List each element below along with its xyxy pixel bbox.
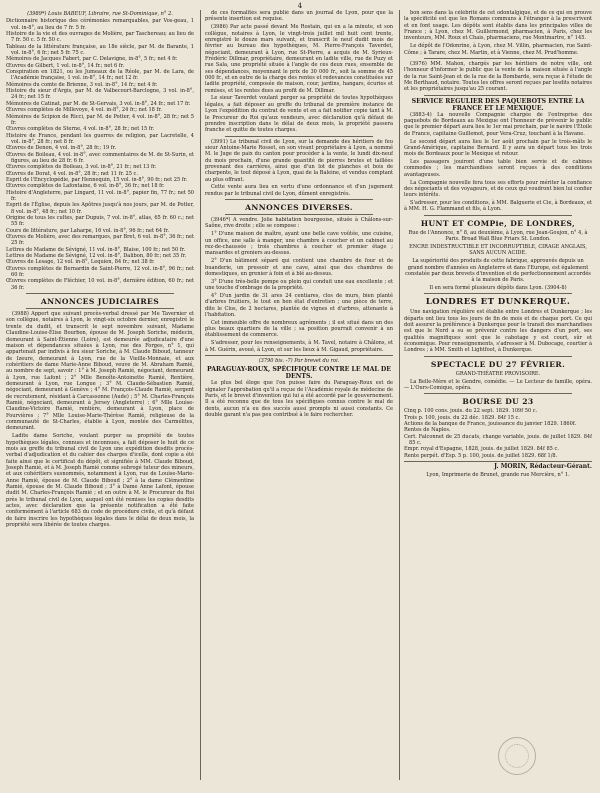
hunt-paragraph: ENCRE INDESTRUCTIBLE ET INCORRUPTIBLE, CIRAGE ANGLAIS, SANS AUCUN ACIDE.	[409, 243, 587, 257]
londres-dunkerque-title: LONDRES ET DUNKERQUE.	[425, 297, 571, 308]
column-rule-1	[200, 10, 201, 780]
catalogue-entry: Œuvres de Lesage, 12 vol. in-8°, Lequien, 84 fr.; net 38 fr.	[6, 259, 155, 266]
paragraph: bon sens dans la célébrité de cet odontalgique, et de ce qui en prouve la spécificité est que les Romans communs à l'étranger à la prescrivent et en font usage. Les dépôts sont établis dans les principales villes de France ; à Lyon, chez M. Guillermond, pharmacien, à Paris, chez les inventeurs, MM. Roux et Chais, pharmaciens, rue Montmartre, n° 145.	[404, 10, 592, 42]
notice-sale-cont: Cette vente aura lieu en vertu d'une ordonnance et d'un jugement rendus par le tribunal civil de Lyon, dûment enregistrés.	[205, 184, 393, 197]
column-3	[404, 10, 592, 782]
bourse-line: Actions de la banque de France, jouissance du janvier 1829. 1860f.	[404, 421, 577, 427]
column-2	[205, 10, 393, 782]
catalogue-entry: Lettres de Madame de Sévigné, 12 vol. in-8°, Dalibon, 80 fr.; net 35 fr.	[6, 253, 187, 260]
misc-paragraph: S'adresser, pour les renseignements, à M. Tavel, notaire à Châlons, et à M. Guérin, avoué, à Lyon, et sur les lieux à M. Gigaud, propriétaire.	[205, 340, 393, 353]
catalogue-entry: Mémoires de Catinat, par M. de St-Gervais, 3 vol. in-8°, 24 fr.; net 17 fr.	[6, 100, 191, 107]
bourse-line: Rentes de Naples.	[404, 427, 451, 434]
bourse-line: Rente perpét. d'Esp. 5 p. 100, jouis. de juillet 1829. 68f 1/8.	[404, 452, 558, 459]
divider	[225, 214, 373, 215]
catalogue-entry: Conspiration en 1821, ou les Jumeaux de la Réole, par M. de Lara, de l'Académie française, 1 vol. in-8°, 14 fr.; net 12 fr.	[6, 69, 194, 82]
paquebots-paragraph: S'adresser, pour les conditions, à MM. Balguerie et Cie, à Bordeaux, et à MM. H. G. Flammand et fils, à Lyon.	[404, 200, 592, 213]
hunt-paragraph: La supériorité des produits de cette fabrique, approuvés depuis un grand nombre d'années en Angleterre et dans l'Europe, est également constatée par deux brevets d'invention et de perfectionnement accordés à la maison de Paris.	[405, 258, 591, 284]
catalogue-entry: Œuvres de Denon, 4 vol. in-8°, 28 fr.; 19 fr.	[6, 145, 117, 152]
paraguay-roux-text: Le plus bel éloge que l'on puisse faire du Paraguay-Roux est de signaler l'approbation qu'il a reçue de l'Académie royale de médecine de Paris, et le brevet d'invention qui lui a été accordé par le gouvernement. Il a été reconnu que de tous les spécifiques connus contre le mal de dents, aucun n'a eu des succès aussi prompts ni aussi constants. Ce double garant n'a pas peu contribué à le faire rechercher.	[205, 380, 393, 419]
paquebots-title: SERVICE REGULIER DES PAQUEBOTS ENTRE LA FRANCE ET LE MEXIQUE.	[411, 97, 585, 112]
catalogue-entry: Histoire d'Angleterre, par Lingard, 11 vol. in-8°, papier fin, 77 fr.; net 50 fr.	[6, 189, 194, 202]
misc-announcements	[205, 217, 393, 353]
catalogue-entry: Dictionnaire historique des cérémonies remarquables, par Vos-geau, 1 vol. in-8°, au lieu de 7 fr. 5 fr.	[6, 18, 194, 31]
column-2-continued	[205, 10, 393, 134]
column-1	[6, 10, 194, 782]
catalogue-entry: Œuvres complètes de Lafontaine, 6 vol. in-8°, 36 fr.; net 18 fr.	[6, 183, 165, 190]
catalogue-entry: Cours de littérature, par Laharpe, 16 vol. in-8°, 96 fr.; net 64 fr.	[6, 227, 170, 234]
bourse-line: Cinq p. 100 cons. jouis. du 22 sept. 1829. 109f 50 c.	[404, 408, 538, 415]
misc-paragraph: 4° D'un jardin de 31 ares 24 centiares, clos de murs, bien planté d'arbres fruitiers, le tout en bon état d'entretien ; une pièce de terre, dite le Clos, de 2 hectares, plantée de vignes et d'arbres, attenante à l'habitation.	[205, 292, 393, 318]
notice-sale: (3991) Le tribunal civil de Lyon, sur la demande des héritiers de feu sieur Antoine-Marie Rosset, en son vivant propriétaire à Lyon, a nommé M. le Juge de paix du canton pour procéder à la vente, le lundi dix-neuf du mois prochain, d'une grande quantité de pierres brutes et taillées provenant des carrières, ainsi que d'un lot de planches et bois de charpente, le tout déposé à Lyon, quai de la Baleine, et vendus comptant au plus offrant.	[205, 138, 393, 183]
divider	[205, 355, 393, 356]
catalogue-entry: Histoire du sieur d'Argis, par M. de Valbecourt-Barclogne, 3 vol. in-8°, 24 fr.; net 15 fr.	[6, 88, 194, 101]
divider	[424, 356, 572, 357]
hunt-paragraph: Il en sera formé plusieurs dépôts dans Lyon. (3904-8)	[429, 285, 567, 292]
catalogue-entry: Mémoires de Jacques Fabert, par C. Delavigne, in-8°, 5 fr.; net 4 fr.	[6, 56, 178, 63]
spectacle-subtitle: GRAND-THÉATRE PROVISOIRE.	[455, 370, 541, 377]
paquebots-text	[404, 112, 592, 213]
spectacle-title: SPECTACLE DU 27 FÉVRIER.	[430, 359, 566, 369]
paragraph: Le dépôt de l'Odonrine, à Lyon, chez M. Villin, pharmacien, rue Saint-Côme ; à Tarare, chez M. Martin, et à Vienne, chez M. Prud'homme.	[404, 43, 592, 56]
divider	[424, 293, 572, 294]
catalogue-entry: Origine de tous les cultes, par Dupuis, 7 vol. in-8°, atlas, 65 fr. 60 c.; net 55 fr.	[6, 215, 194, 228]
hunt-paragraph: Rue de l'Annonce, n° 8, au deuxième, à Lyon, rue Jean-Goujon, n° 4, à Paris. Broad Wall Blue Friars St. London.	[408, 229, 588, 243]
judicial-announcements	[6, 311, 194, 528]
catalogue-entry: Esprit de l'Église, depuis les Apôtres jusqu'à nos jours, par M. de Potter, 8 vol. in-8°, 48 fr.; net 10 fr.	[6, 202, 194, 215]
catalogue-entry: Œuvres complètes de Millevoye, 4 vol. in-8°, 24 fr.; net 18 fr.	[6, 107, 162, 114]
catalogue-entry: Œuvres complètes de Boileau, 3 vol. in-8°, 21 fr.; net 13 fr.	[6, 164, 157, 171]
catalogue-entry: Œuvres complètes de Bernardin de Saint-Pierre, 12 vol. in-8°, 96 fr.; net 60 fr.	[6, 265, 194, 279]
divider	[225, 199, 373, 200]
misc-paragraph: 1° D'une maison de maître, ayant une belle cave voûtée, une cuisine, un office, une salle à manger, une chambre à coucher et un cabinet au rez-de-chaussée ; trois chambres à coucher et premier étage ; mansardes et greniers au-dessus.	[205, 231, 393, 257]
judicial-paragraph: (3988) Appert que suivant procès-verbal dressé par Me Tavernier et son collègue, notaires à Lyon, le vingt-six octobre dernier, enregistré le trente du dudit, et transcrit le sept novembre suivant, Madame Claudine-Louise-Élise Bourbon, épouse de M. Joseph Soriche, médecin, demeurant à Saint-Étienne (Loire), est demeurée adjudicataire d'une maison et dépendances situées à Lyon, rue des Forges, n° 1, qui appartenait par indivis à feu sieur Soriche, à M. Claude Biboud, tanneur de Izeure, demeurant à Lyon, rue de la Vieille-Monnaie, et aux cohéritiers de dame Marie-Anne Biboud, veuve de M. Abraham Ramié, au nombre de sept, savoir : 1° à M. Joseph Ramié, négociant, demeurant à Lyon, rue Lafont ; 2° Mlle Benoîte-Antoinette Ramié, Rentière, demeurant à Lyon, rue Longue ; 3° M. Claude-Sébastien Ramié, négociant, demeurant à Genève ; 4° M. François-Claude Ramié, sergent de recrutement, résidant à Carcassonne (Aude) ; 5° M. Charles-François Ramié, négociant, demeurant à Jersey (Angleterre) ; 6° Mlle Louise-Claudine-Victoire Ramié, rentière, demeurant à Lyon, place de Fourvières ; 7° Mlle Louise-Marie-Thérèse Ramié, religieuse de la communauté de St-Charles, établie à Lyon, montée des Carmélites, demeurant.	[6, 311, 194, 432]
misc-paragraph: 3° D'une très-belle pompe ou plein qui conduit une eau excellente ; et une touche d'ombrage de la propriété.	[205, 278, 393, 292]
spectacle-text: La Belle-Mère et le Gendre, comédie. — Le Lecteur de famille, opéra. — L'Ours-Comique, opéra.	[404, 378, 592, 391]
paquebots-paragraph: (3883-4) La nouvelle Compagnie chargée de l'entreprise des paquebots de Bordeaux au Mexique ont l'honneur de prévenir le public que le premier départ aura lieu le 1er mai prochain, par le navire l'Étoile de France, capitaine Guillemot, pour Vera-Cruz, touchant à la Havane.	[404, 111, 592, 137]
catalogue-entry: Œuvres complètes de Sterne, 4 vol. in-8°, 28 fr.; net 15 fr.	[6, 126, 155, 133]
catalogue-entry: Lettres de Madame de Sévigné, 11 vol. in-8°, Blaise, 100 fr.; net 50 fr.	[6, 246, 186, 253]
catalogue-entry: Histoire de France, pendant les guerres de religion, par Lacretelle, 4 vol. in-8°, 28 fr.; net 8 fr.	[6, 132, 194, 145]
divider	[26, 293, 174, 294]
library-stamp	[498, 737, 536, 775]
section-title-judiciaires: ANNONCES JUDICIAIRES	[40, 297, 160, 307]
bookseller-heading: (3989*) Louis BABEUF, Libraire, rue St-Dominique, n° 2.	[27, 11, 173, 17]
catalogue-entry: Œuvres de Dorat, 4 vol. in-8°, 28 fr.; net 11 fr. 25 c.	[6, 170, 138, 177]
bourse-line: Empr. royal d'Espagne, 1828, jouis. de juillet 1829. 84f 85 c.	[404, 446, 559, 453]
judicial-paragraph: Ladite dame Soriche, voulant purger sa propriété de toutes hypothèques légales, connues et inconnues, a fait déposer le huit de ce mois au greffe du tribunal civil de Lyon une expédition desdits procès-verbal d'adjudication et du cahier des charges d'icelle, dont copie a été faite ainsi que le certificat du dépôt, et signifiée à MM. Claude Biboud, Joseph Ramié, et à M. Joseph Ramié comme subrogé tuteur des mineurs, et aux cohéritiers susnommés, notamment à Lyon, rue de Louise-Marie-Anne Ramié, épouse de M. Claude Biboud ; 2° à la dame Clémentine Ramié, épouse de M. Claude Biboud ; 3° à Dame Anne Lafont, épouse dudit M. Charles-François Ramié ; et en outre à M. le Procureur du Roi près le tribunal civil de Lyon, auquel ont été remises les copies desdits actes, avec déclaration que la présente notification a été faite conformément à l'article 683 du code de procédure civile, et qu'à défaut de faire inscrire les hypothèques légales dans le délai de deux mois, la propriété sera libérée de toutes charges.	[6, 433, 194, 528]
bourse-title: BOURSE DU 23	[462, 397, 534, 407]
column-3-continued	[404, 10, 592, 56]
divider	[424, 393, 572, 394]
divider	[424, 58, 572, 59]
hunt-text	[404, 230, 592, 292]
catalogue-entry: Œuvres complètes de Fléchier, 10 vol. in-8°, dernière édition, 60 fr.; net 36 fr.	[6, 278, 194, 291]
misc-paragraph: 2° D'un bâtiment séparé qui contient une chambre de four et de buanderie, un pressoir et une cave, ainsi que des chambres de domestiques, un grenier à foin et à blé au-dessus.	[205, 258, 393, 277]
divider	[225, 136, 373, 137]
paquebots-paragraph: Le second départ aura lieu le 1er août prochain par le trois-mâts le Grand-Amérique, capitaine Bernard. Il y aura un départ tous les trois mois de Bordeaux pour le Mexique et retour.	[404, 138, 592, 158]
paquebots-paragraph: La Compagnie nouvelle fera tous ses efforts pour mériter la confiance des négociants et des voyageurs, et de ceux qui voudront bien lui confier leurs intérêts.	[404, 179, 592, 199]
paragraph: Le sieur Taverdet voulant purger sa propriété de toutes hypothèques légales, a fait déposer au greffe du tribunal de première instance de Lyon l'expédition du contrat de vente et en a fait notifier copie tant à M. le Procureur du Roi qu'aux vendeurs, avec déclaration qu'à défaut de prendre inscription dans le délai de deux mois, la propriété passera franche et quitte de toutes charges.	[205, 95, 393, 134]
catalogue-entry: Histoire de la vie et des ouvrages de Molière, par Taschereau; au lieu de 7 fr. 50 c. 5 fr. 50 c.	[6, 31, 194, 44]
divider	[404, 461, 592, 462]
column-rule-2	[399, 10, 400, 780]
printer-line: Lyon, Imprimerie de Brunet, grande rue Mercière, n° 1.	[426, 471, 570, 478]
house-sale-notice: (3976) MM. Mahon, chargés par les héritiers de notre ville, ont l'honneur d'informer le public que la vente de la maison située à l'angle de la rue Saint-Jean et de la rue de la Bombarde, sera reçue à l'étude de Me Berthaud, notaire. Toutes les offres seront reçues par lesdits notaires et les propriétaires jusqu'au 25 courant.	[404, 60, 592, 93]
paragraph: (3986) Par acte passé devant Me Rostain, qui en a la minute, et son collègue, notaires à Lyon, le vingt-trois juillet mil huit cent trente, enregistré le douze mars suivant, et transcrit le neuf dudit mois de février au bureau des hypothèques, M. Pierre-François Taverdet, négociant, demeurant à Lyon, rue St-Pierre, a acquis de M. Syrieux-Frédéric Dillmar, propriétaire, demeurant en ladite ville, rue de Puzy et rue Sala, une propriété située à l'angle de ces deux rues, ensemble de ses dépendances, moyennant le prix de 30 000 fr., soit la somme de 45 000 fr., et en outre de la charge des rentes et redevances constituées sur ladite propriété, composée de maison, cour, jardins, hangars, écuries et remises, et les rentes dues au profit de M. Dillmar.	[205, 24, 393, 94]
paragraph: de ces formalités sera publié dans un journal de Lyon, pour que la présente insertion est requise.	[205, 10, 393, 23]
divider	[424, 215, 572, 216]
page-number: 4	[297, 2, 303, 10]
catalogue-entry: Œuvres de Boileau, 4 vol. in-8°, avec commentaires de M. de St-Surin, et figures, au lieu de 28 fr. 6 fr.	[6, 151, 194, 164]
divider	[26, 308, 174, 309]
editor-signature: J. MORIN, Rédacteur-Gérant.	[494, 463, 592, 471]
bourse-line: Cert. Falconnet de 25 ducats, change variable, jouis. de juillet 1829. 84f 85 c.	[404, 433, 592, 447]
bourse-line: Trois p. 100, jouis. du 22 déc. 1829. 84f 15 c.	[404, 414, 520, 421]
catalogue-entry: Tableau de la littérature française, au 18e siècle, par M. de Barante, 1 vol. in-8°, 6 fr.; net 5 fr. 75 c.	[6, 43, 194, 57]
catalogue-entry: Œuvres de Gilbert, 1 vol. in-8°, 14 fr.; net 6 fr.	[6, 62, 125, 69]
section-title-diverses: ANNONCES DIVERSES.	[245, 203, 353, 213]
book-catalogue	[6, 18, 194, 291]
patent-note: (3790 bis. -7) Par brevet du roi.	[258, 358, 340, 364]
misc-paragraph: (3946*) A vendre. Jolie habitation bourgeoise, située à Châlons-sur-Saône, rive droite ; elle se compose :	[205, 217, 393, 230]
divider	[424, 95, 572, 96]
hunt-title: HUNT ET COMPie, DE LONDRES,	[420, 218, 576, 228]
paraguay-roux-title: PARAGUAY-ROUX, SPÉCIFIQUE CONTRE LE MAL DE DENTS.	[207, 366, 391, 381]
catalogue-entry: Mémoires de Scipion de Ricci, par M. de Potter, 4 vol. in-8°, 28 fr.; net 5 fr.	[6, 113, 194, 126]
catalogue-entry: Mémoires du comte de Brienne, 3 vol. in-8°, 14 fr.; net 4 fr.	[6, 81, 158, 88]
misc-paragraph: Cet immeuble offre de nombreux agréments ; il est situé dans un des plus beaux quartiers de la ville ; sa position pourrait convenir à un établissement de commerce.	[205, 319, 393, 339]
bourse-quotes	[404, 408, 592, 459]
londres-dunkerque-text: Une navigation régulière est établie entre Londres et Dunkerque ; les départs ont lieu tous les jours de fin de mois et de chaque port. Ce qui doit assurer la préférence à Dunkerque pour le transit des marchandises est que le Nord a su se prévenir contre les dangers d'un port, ses qualités magnifiques sont que le cabotage y est court, sûr et économique. Pour renseignements, s'adresser à M. Dubocage, courtier à Londres ; à MM. Smith et Lightfoot, à Dunkerque.	[404, 309, 592, 354]
catalogue-entry: Œuvres de Molière, avec des remarques, par Bret, 6 vol. in-8°, 36 fr.; net 25 fr.	[6, 234, 194, 247]
catalogue-entry: Esprit de l'Encyclopédie, par Hennequin, 15 vol. in-8°, 90 fr.; net 25 fr.	[6, 176, 188, 183]
paquebots-paragraph: Les passagers jouiront d'une table bien servie et de cabines commodes ; les marchandises seront reçues à des conditions avantageuses.	[404, 159, 592, 178]
